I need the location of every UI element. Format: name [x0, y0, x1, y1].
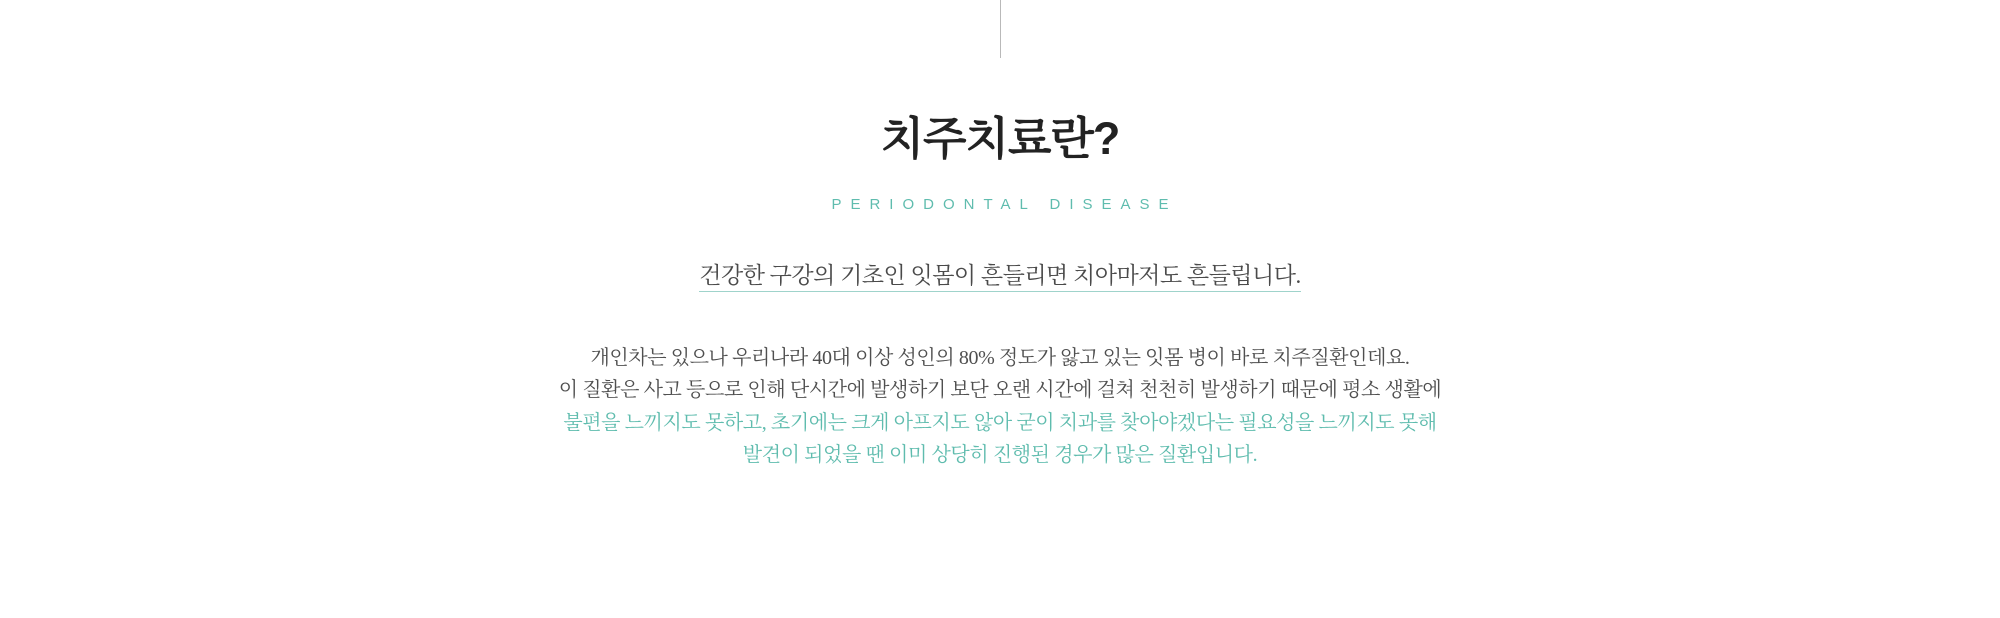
lead-paragraph-text: 건강한 구강의 기초인 잇몸이 흔들리면 치아마저도 흔들립니다.	[699, 263, 1300, 292]
body-line: 이 질환은 사고 등으로 인해 단시간에 발생하기 보단 오랜 시간에 걸쳐 천천히 발생하기 때문에 평소 생활에	[558, 379, 1442, 402]
page-subtitle: PERIODONTAL DISEASE	[831, 196, 1178, 213]
body-line: 개인차는 있으나 우리나라 40대 이상 성인의 80% 정도가 앓고 있는 잇몸 병이 바로 치주질환인데요.	[590, 347, 1410, 369]
lead-paragraph	[0, 213, 2000, 290]
body-paragraph	[0, 290, 2000, 472]
page-title: 치주치료란?	[880, 113, 1120, 164]
body-line: 불편을 느끼지도 못하고, 초기에는 크게 아프지도 않아 굳이 치과를 찾아야겠다는 필요성을 느끼지도 못해	[563, 411, 1437, 434]
body-line: 발견이 되었을 땐 이미 상당히 진행된 경우가 많은 질환입니다.	[742, 444, 1258, 467]
